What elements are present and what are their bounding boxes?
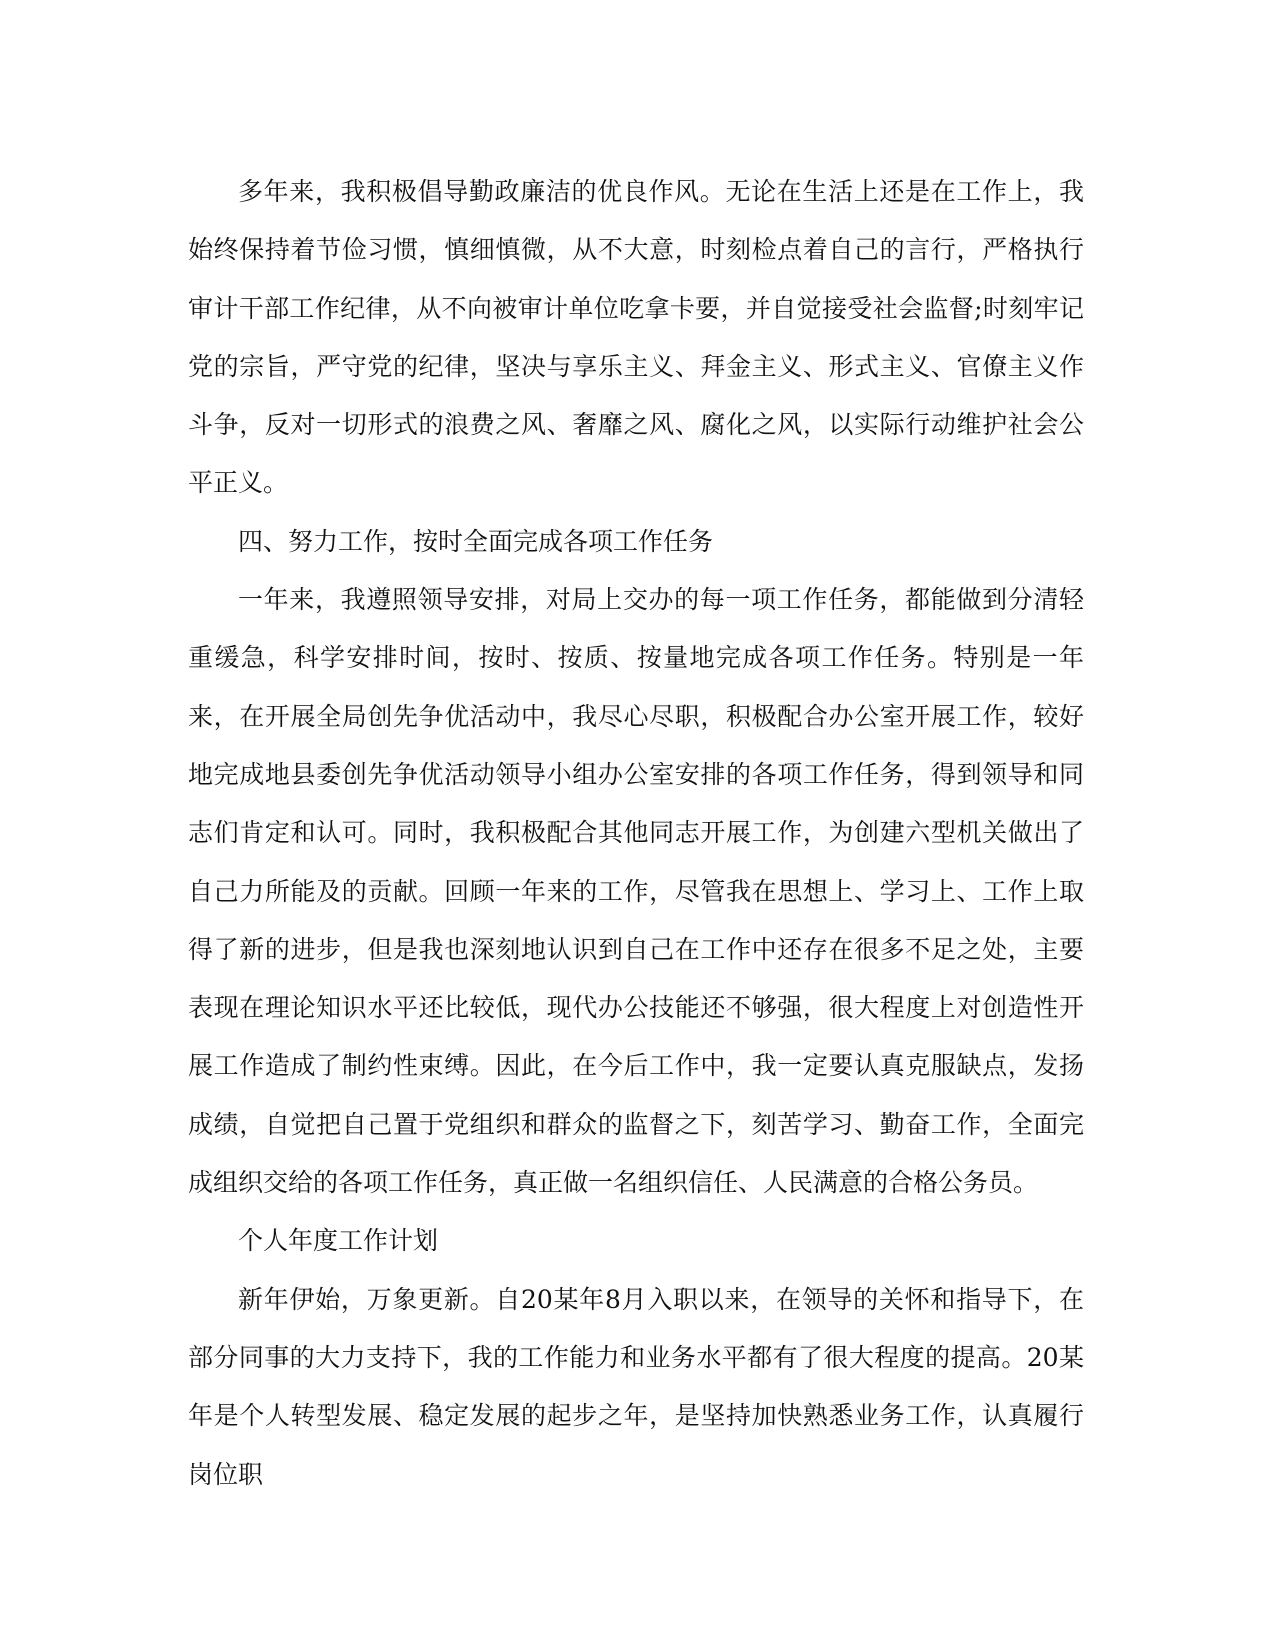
section-heading-annual-plan: 个人年度工作计划 [238, 1226, 439, 1256]
paragraph-year-review: 一年来，我遵照领导安排，对局上交办的每一项工作任务，都能做到分清轻重缓急，科学安排时间，按时、按质、按量地完成各项工作任务。特别是一年来，在开展全局创先争优活动中，我尽心尽职，积极配合办公室开展工作，较好地完成地县委创先争优活动领导小组办公室安排的各项工作任务，得到领导和同志们肯定和认可。同时，我积极配合其他同志开展工作，为创建六型机关做出了自己力所能及的贡献。回顾一年来的工作，尽管我在思想上、学习上、工作上取得了新的进步，但是我也深刻地认识到自己在工作中还存在很多不足之处，主要表现在理论知识水平还比较低，现代办公技能还不够强，很大程度上对创造性开展工作造成了制约性束缚。因此，在今后工作中，我一定要认真克服缺点，发扬成绩，自觉把自己置于党组织和群众的监督之下，刻苦学习、勤奋工作，全面完成组织交给的各项工作任务，真正做一名组织信任、人民满意的合格公务员。 [188, 585, 1084, 1198]
document-body [188, 163, 1084, 1504]
section-heading-work-tasks: 四、努力工作，按时全面完成各项工作任务 [238, 526, 714, 556]
paragraph-new-year: 新年伊始，万象更新。自20某年8月入职以来，在领导的关怀和指导下，在部分同事的大力支持下，我的工作能力和业务水平都有了很大程度的提高。20某年是个人转型发展、稳定发展的起步之年，是坚持加快熟悉业务工作，认真履行岗位职 [188, 1284, 1084, 1489]
paragraph-integrity: 多年来，我积极倡导勤政廉洁的优良作风。无论在生活上还是在工作上，我始终保持着节俭习惯，慎细慎微，从不大意，时刻检点着自己的言行，严格执行审计干部工作纪律，从不向被审计单位吃拿卡要，并自觉接受社会监督;时刻牢记党的宗旨，严守党的纪律，坚决与享乐主义、拜金主义、形式主义、官僚主义作斗争，反对一切形式的浪费之风、奢靡之风、腐化之风，以实际行动维护社会公平正义。 [188, 177, 1084, 498]
